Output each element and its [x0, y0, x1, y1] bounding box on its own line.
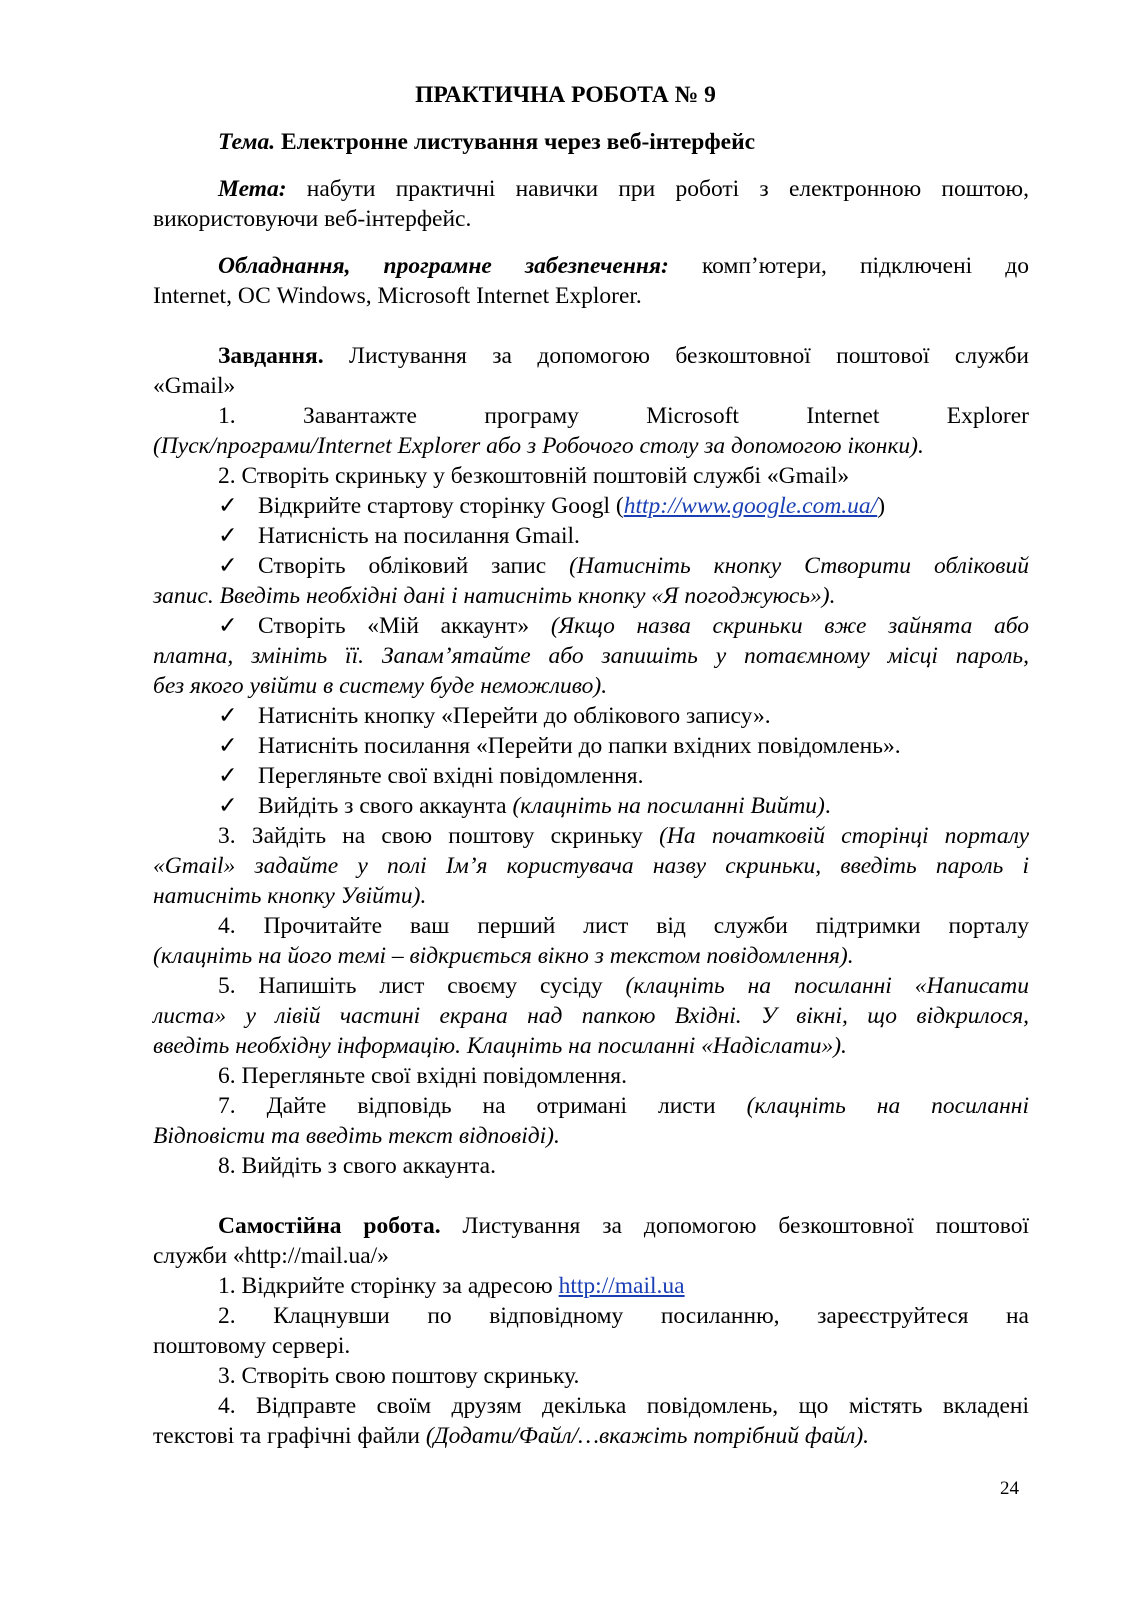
step-3-line-3: натисніть кнопку Увійти). [153, 883, 427, 909]
check-mark-icon: ✓ [218, 523, 238, 549]
mail-step-4-text: текстові та графічні файли [153, 1423, 420, 1449]
check-mark-icon: ✓ [218, 613, 238, 639]
check-item-5 [218, 701, 1029, 731]
mail-step-4-italic: (Додати/Файл/…вкажіть потрібний файл). [425, 1423, 870, 1449]
check-item-8-italic: (клацніть на посиланні Вийти) [512, 793, 825, 819]
goal-line-2: використовуючи веб-інтерфейс. [153, 206, 472, 232]
topic-text: Електронне листування через веб-інтерфейс [280, 129, 756, 155]
check-item-7 [218, 761, 1029, 791]
mail-ua-link[interactable]: http://mail.ua [558, 1273, 685, 1299]
step-7-line-2: Відповісти та введіть текст відповіді). [153, 1123, 560, 1149]
step-5-line-3: введіть необхідну інформацію. Клацніть на посиланні «Надіслати»). [153, 1033, 847, 1059]
step-4-line-2: (клацніть на його темі – відкриється вікно з текстом повідомлення). [153, 943, 854, 969]
check-mark-icon: ✓ [218, 493, 238, 519]
step-3-text: 3. Зайдіть на свою поштову скриньку [218, 823, 643, 849]
task-line-1 [218, 341, 1029, 371]
self-work-text-1: Листування за допомогою безкоштовної поштової [462, 1213, 1029, 1239]
step-7-italic-1: (клацніть на посиланні [746, 1093, 1029, 1119]
self-work-line-1 [218, 1211, 1029, 1241]
mail-step-3: 3. Створіть свою поштову скриньку. [218, 1363, 580, 1389]
check-item-3-line-2: запис. Введіть необхідні дані і натисніть кнопку «Я погоджуюсь»). [153, 583, 836, 609]
check-mark-icon: ✓ [218, 553, 238, 579]
step-3-italic-1: (На початковій сторінці порталу [659, 823, 1029, 849]
check-item-6 [218, 731, 1029, 761]
mail-step-4-line-1: 4. Відправте своїм друзям декілька повідомлень, що містять вкладені [218, 1393, 1029, 1419]
mail-step-2-line-1: 2. Клацнувши по відповідному посиланню, зареєструйтеся на [218, 1303, 1029, 1329]
equipment-text-1: комп’ютери, підключені до [701, 253, 1029, 279]
mail-step-4-line-2 [153, 1421, 1029, 1451]
equipment-label: Обладнання, програмне забезпечення: [218, 253, 669, 279]
step-8: 8. Вийдіть з свого аккаунта. [218, 1153, 496, 1179]
google-link[interactable]: http://www.google.com.ua/ [623, 493, 878, 519]
step-6: 6. Перегляньте свої вхідні повідомлення. [218, 1063, 627, 1089]
page-title: ПРАКТИЧНА РОБОТА № 9 [415, 82, 716, 108]
check-item-8-text: Вийдіть з свого аккаунта [258, 793, 507, 819]
task-line-2: «Gmail» [153, 373, 236, 399]
check-mark-icon: ✓ [218, 703, 238, 729]
task-text-1: Листування за допомогою безкоштовної поштової служби [349, 343, 1029, 369]
mail-step-2-line-2: поштовому сервері. [153, 1333, 351, 1359]
step-1-line-2: (Пуск/програми/Internet Explorer або з Робочого столу за допомогою іконки). [153, 433, 924, 459]
step-2: 2. Створіть скриньку у безкоштовній поштовій службі «Gmail» [218, 463, 850, 489]
equipment-line-2: Internet, ОС Windows, Microsoft Internet Explorer. [153, 283, 642, 309]
topic-label: Тема. [218, 129, 276, 155]
check-item-1-text: Відкрийте стартову сторінку Googl ( [258, 493, 624, 519]
check-item-4-text: Створіть «Мій аккаунт» [258, 613, 530, 639]
step-5-line-2: листа» у лівій частині екрана над папкою Вхідні. У вікні, що відкрилося, [153, 1003, 1029, 1029]
check-mark-icon: ✓ [218, 733, 238, 759]
check-item-3-line-1 [218, 551, 1029, 581]
check-item-1 [218, 491, 1029, 521]
step-1-line-1: 1. Завантажте програму Microsoft Internet Explorer [218, 403, 1029, 429]
check-item-4-line-2: платна, змініть її. Запам’ятайте або запишіть у потаємному місці пароль, [153, 643, 1029, 669]
self-work-line-2: служби «http://mail.ua/» [153, 1243, 389, 1269]
mail-step-1 [218, 1271, 1029, 1301]
goal-line-1 [218, 174, 1029, 204]
page-number: 24 [1000, 1478, 1019, 1499]
check-item-3-italic-1: (Натисніть кнопку Створити обліковий [569, 553, 1030, 579]
check-item-2-text: Натисність на посилання Gmail. [258, 523, 580, 549]
topic-line [218, 127, 1029, 157]
check-item-4-italic-1: (Якщо назва скриньки вже зайнята або [550, 613, 1030, 639]
self-work-label: Самостійна робота. [218, 1213, 441, 1239]
step-3-line-1 [218, 821, 1029, 851]
check-item-7-text: Перегляньте свої вхідні повідомлення. [258, 763, 644, 789]
mail-step-1-text: 1. Відкрийте сторінку за адресою [218, 1273, 553, 1299]
equipment-line-1 [218, 251, 1029, 281]
check-mark-icon: ✓ [218, 793, 238, 819]
check-item-5-text: Натисніть кнопку «Перейти до облікового запису». [258, 703, 771, 729]
check-item-4-line-1 [218, 611, 1029, 641]
step-4-line-1: 4. Прочитайте ваш перший лист від служби підтримки порталу [218, 913, 1029, 939]
step-5-text: 5. Напишіть лист своєму сусіду [218, 973, 603, 999]
step-5-italic-1: (клацніть на посиланні «Написати [625, 973, 1029, 999]
step-5-line-1 [218, 971, 1029, 1001]
check-mark-icon: ✓ [218, 763, 238, 789]
step-7-line-1 [218, 1091, 1029, 1121]
step-3-line-2: «Gmail» задайте у полі Ім’я користувача назву скриньки, введіть пароль і [153, 853, 1029, 879]
check-item-4-line-3: без якого увійти в систему буде неможливо). [153, 673, 608, 699]
goal-text-1: набути практичні навички при роботі з електронною поштою, [306, 176, 1029, 202]
check-item-6-text: Натисніть посилання «Перейти до папки вхідних повідомлень». [258, 733, 901, 759]
check-item-2 [218, 521, 1029, 551]
check-item-1-end: ) [877, 493, 886, 519]
check-item-8 [218, 791, 1029, 821]
check-item-8-end: . [824, 793, 831, 819]
task-label: Завдання. [218, 343, 324, 369]
check-item-3-text: Створіть обліковий запис [258, 553, 547, 579]
goal-label: Мета: [218, 176, 287, 202]
step-7-text: 7. Дайте відповідь на отримані листи [218, 1093, 716, 1119]
